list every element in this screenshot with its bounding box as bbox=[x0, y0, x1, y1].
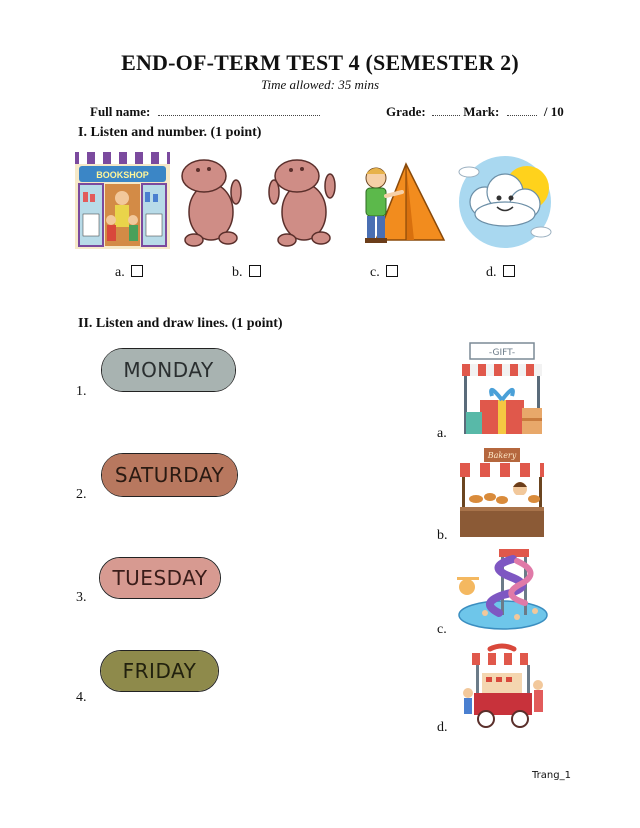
option-d bbox=[486, 265, 515, 281]
time-allowed: Time allowed: 35 mins bbox=[260, 77, 380, 92]
grade-field[interactable] bbox=[432, 105, 460, 116]
monday-label[interactable] bbox=[101, 348, 236, 392]
tent-image bbox=[356, 152, 448, 249]
hippos-image bbox=[176, 152, 344, 249]
mark-total: / 10 bbox=[543, 104, 564, 119]
day-text: MONDAY bbox=[123, 358, 214, 382]
mark-label: Mark: bbox=[463, 104, 500, 119]
place-letter: c. bbox=[437, 622, 447, 637]
item-number: 4. bbox=[76, 690, 87, 705]
item-number: 3. bbox=[76, 590, 87, 605]
option-letter: c. bbox=[370, 265, 380, 280]
section1-heading: I. Listen and number. (1 point) bbox=[78, 125, 262, 140]
page-number: Trang_1 bbox=[532, 770, 571, 781]
full-name-row bbox=[90, 104, 320, 120]
mark-field[interactable] bbox=[507, 105, 537, 116]
day-text: TUESDAY bbox=[112, 566, 208, 590]
section2-heading: II. Listen and draw lines. (1 point) bbox=[78, 316, 283, 331]
place-letter: d. bbox=[437, 720, 448, 735]
gift-shop-image bbox=[458, 342, 546, 436]
answer-box[interactable] bbox=[249, 265, 261, 277]
bakery-sign-text: Bakery bbox=[487, 451, 517, 460]
gift-sign-text: -GIFT- bbox=[488, 348, 516, 358]
option-c bbox=[370, 265, 398, 281]
page-title: END-OF-TERM TEST 4 (SEMESTER 2) bbox=[121, 50, 519, 75]
full-name-label: Full name: bbox=[90, 104, 151, 119]
option-b bbox=[232, 265, 261, 281]
pill-fill bbox=[102, 454, 237, 496]
answer-box[interactable] bbox=[503, 265, 515, 277]
tuesday-label[interactable] bbox=[99, 557, 221, 599]
friday-label[interactable] bbox=[100, 650, 219, 692]
cloud-sun-image bbox=[455, 152, 555, 249]
water-park-image bbox=[455, 547, 550, 633]
day-text: FRIDAY bbox=[122, 659, 197, 683]
bakery-image bbox=[458, 447, 546, 539]
saturday-label[interactable] bbox=[101, 453, 238, 497]
answer-box[interactable] bbox=[386, 265, 398, 277]
bookshop-image bbox=[75, 152, 170, 249]
option-letter: b. bbox=[232, 265, 243, 280]
grade-row bbox=[386, 104, 564, 120]
item-number: 1. bbox=[76, 384, 87, 399]
pill-fill bbox=[102, 349, 235, 391]
option-letter: d. bbox=[486, 265, 497, 280]
item-number: 2. bbox=[76, 487, 87, 502]
grade-label: Grade: bbox=[386, 104, 426, 119]
answer-box[interactable] bbox=[131, 265, 143, 277]
food-cart-image bbox=[460, 643, 545, 730]
place-letter: b. bbox=[437, 528, 448, 543]
pill-fill bbox=[101, 651, 218, 691]
full-name-field[interactable] bbox=[158, 105, 320, 116]
option-a bbox=[115, 265, 143, 281]
pill-fill bbox=[100, 558, 220, 598]
day-text: SATURDAY bbox=[114, 463, 225, 487]
place-letter: a. bbox=[437, 426, 447, 441]
option-letter: a. bbox=[115, 265, 125, 280]
bookshop-sign-text: BOOKSHOP bbox=[96, 170, 149, 180]
